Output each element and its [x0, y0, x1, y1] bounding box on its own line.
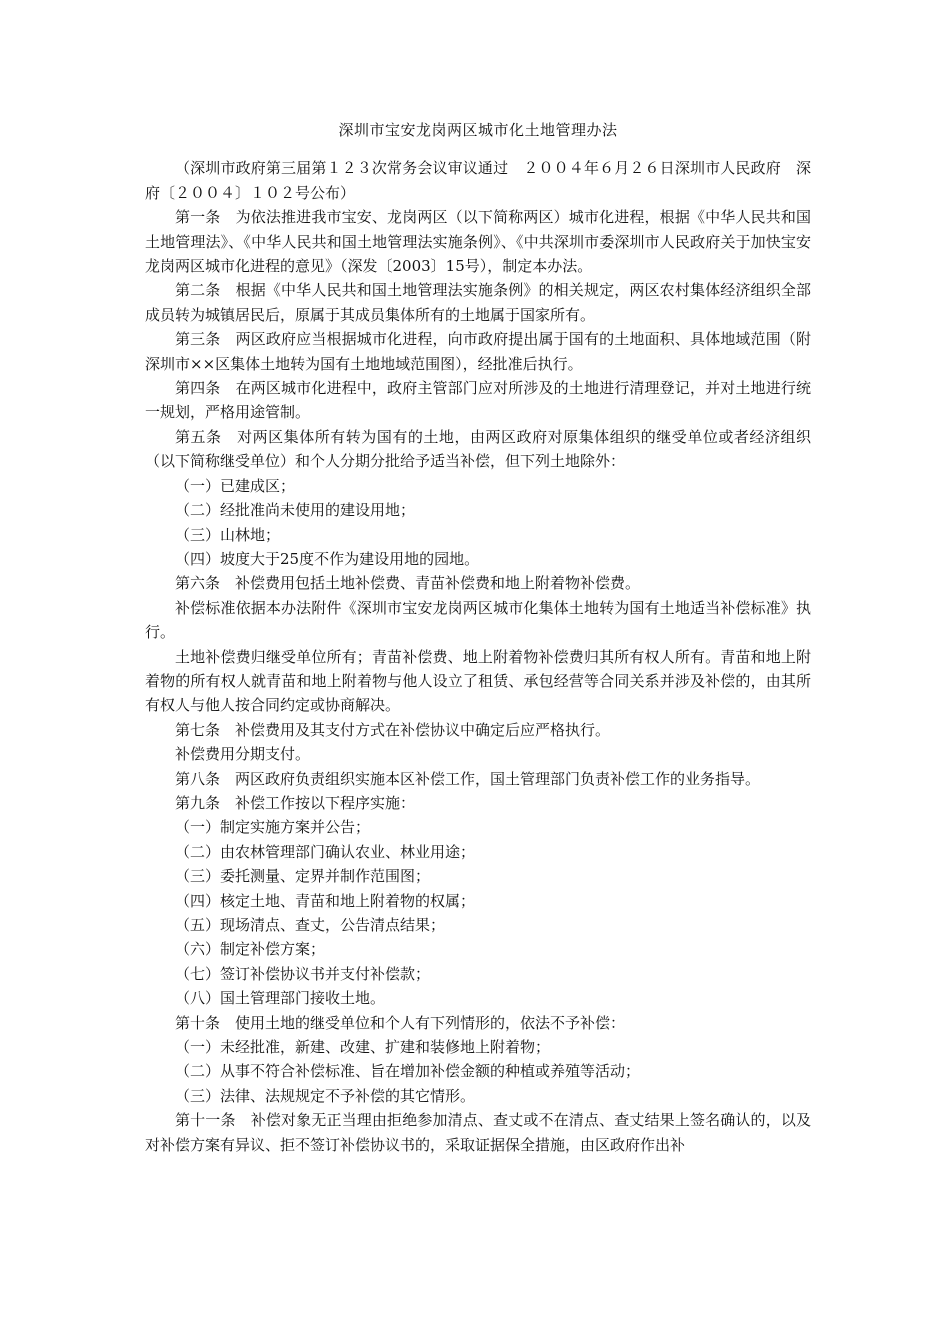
- paragraph: （深圳市政府第三届第１２３次常务会议审议通过 ２００４年６月２６日深圳市人民政府 深府〔２００４〕１０２号公布）: [145, 159, 811, 202]
- paragraph: （四）坡度大于25度不作为建设用地的园地。: [175, 549, 480, 568]
- paragraph: （三）委托测量、定界并制作范围图；: [175, 867, 431, 886]
- paragraph: （六）制定补偿方案；: [175, 940, 326, 959]
- paragraph: 第十一条 补偿对象无正当理由拒绝参加清点、查丈或不在清点、查丈结果上签名确认的，以及对补偿方案有异议、拒不签订补偿协议书的，采取证据保全措施，由区政府作出补: [145, 1111, 811, 1154]
- paragraph: 第二条 根据《中华人民共和国土地管理法实施条例》的相关规定，两区农村集体经济组织全部成员转为城镇居民后，原属于其成员集体所有的土地属于国家所有。: [145, 281, 811, 324]
- paragraph: 第九条 补偿工作按以下程序实施：: [175, 793, 416, 812]
- document-paragraphs: [145, 156, 811, 1157]
- paragraph: （二）经批准尚未使用的建设用地；: [175, 501, 416, 520]
- paragraph: （一）已建成区；: [175, 476, 296, 495]
- paragraph: （八）国土管理部门接收土地。: [175, 989, 386, 1008]
- paragraph: 第三条 两区政府应当根据城市化进程，向市政府提出属于国有的土地面积、具体地域范围（附深圳市××区集体土地转为国有土地地域范围图），经批准后执行。: [145, 330, 811, 373]
- paragraph: （二）由农林管理部门确认农业、林业用途；: [175, 842, 476, 861]
- document-body: [145, 118, 811, 1157]
- paragraph: 土地补偿费归继受单位所有；青苗补偿费、地上附着物补偿费归其所有权人所有。青苗和地上附着物的所有权人就青苗和地上附着物与他人设立了租赁、承包经营等合同关系并涉及补偿的，由其所有权人与他人按合同约定或协商解决。: [145, 647, 811, 715]
- paragraph: 第四条 在两区城市化进程中，政府主管部门应对所涉及的土地进行清理登记，并对土地进行统一规划，严格用途管制。: [145, 379, 811, 422]
- paragraph: 补偿费用分期支付。: [175, 745, 311, 764]
- paragraph: （三）山林地；: [175, 525, 281, 544]
- paragraph: 补偿标准依据本办法附件《深圳市宝安龙岗两区城市化集体土地转为国有土地适当补偿标准》执行。: [145, 598, 811, 642]
- document-title: 深圳市宝安龙岗两区城市化土地管理办法: [338, 121, 618, 139]
- paragraph: 第七条 补偿费用及其支付方式在补偿协议中确定后应严格执行。: [175, 720, 611, 739]
- paragraph: （四）核定土地、青苗和地上附着物的权属；: [175, 891, 476, 910]
- paragraph: （七）签订补偿协议书并支付补偿款；: [175, 964, 431, 983]
- paragraph: （一）制定实施方案并公告；: [175, 818, 371, 837]
- paragraph: 第一条 为依法推进我市宝安、龙岗两区（以下简称两区）城市化进程，根据《中华人民共和国土地管理法》、《中华人民共和国土地管理法实施条例》、《中共深圳市委深圳市人民政府关于加快宝安龙岗两区城市化进程的意见》（深发〔2003〕15号），制定本办法。: [145, 208, 811, 276]
- paragraph: 第六条 补偿费用包括土地补偿费、青苗补偿费和地上附着物补偿费。: [175, 574, 641, 593]
- paragraph: （二）从事不符合补偿标准、旨在增加补偿金额的种植或养殖等活动；: [175, 1062, 641, 1081]
- paragraph: （五）现场清点、查丈，公告清点结果；: [175, 916, 446, 934]
- paragraph: 第五条 对两区集体所有转为国有的土地，由两区政府对原集体组织的继受单位或者经济组织（以下简称继受单位）和个人分期分批给予适当补偿，但下列土地除外：: [145, 427, 811, 471]
- paragraph: （一）未经批准，新建、改建、扩建和装修地上附着物；: [175, 1038, 551, 1057]
- paragraph: 第十条 使用土地的继受单位和个人有下列情形的，依法不予补偿：: [175, 1013, 626, 1032]
- paragraph: （三）法律、法规规定不予补偿的其它情形。: [175, 1086, 476, 1105]
- paragraph: 第八条 两区政府负责组织实施本区补偿工作，国土管理部门负责补偿工作的业务指导。: [175, 769, 761, 788]
